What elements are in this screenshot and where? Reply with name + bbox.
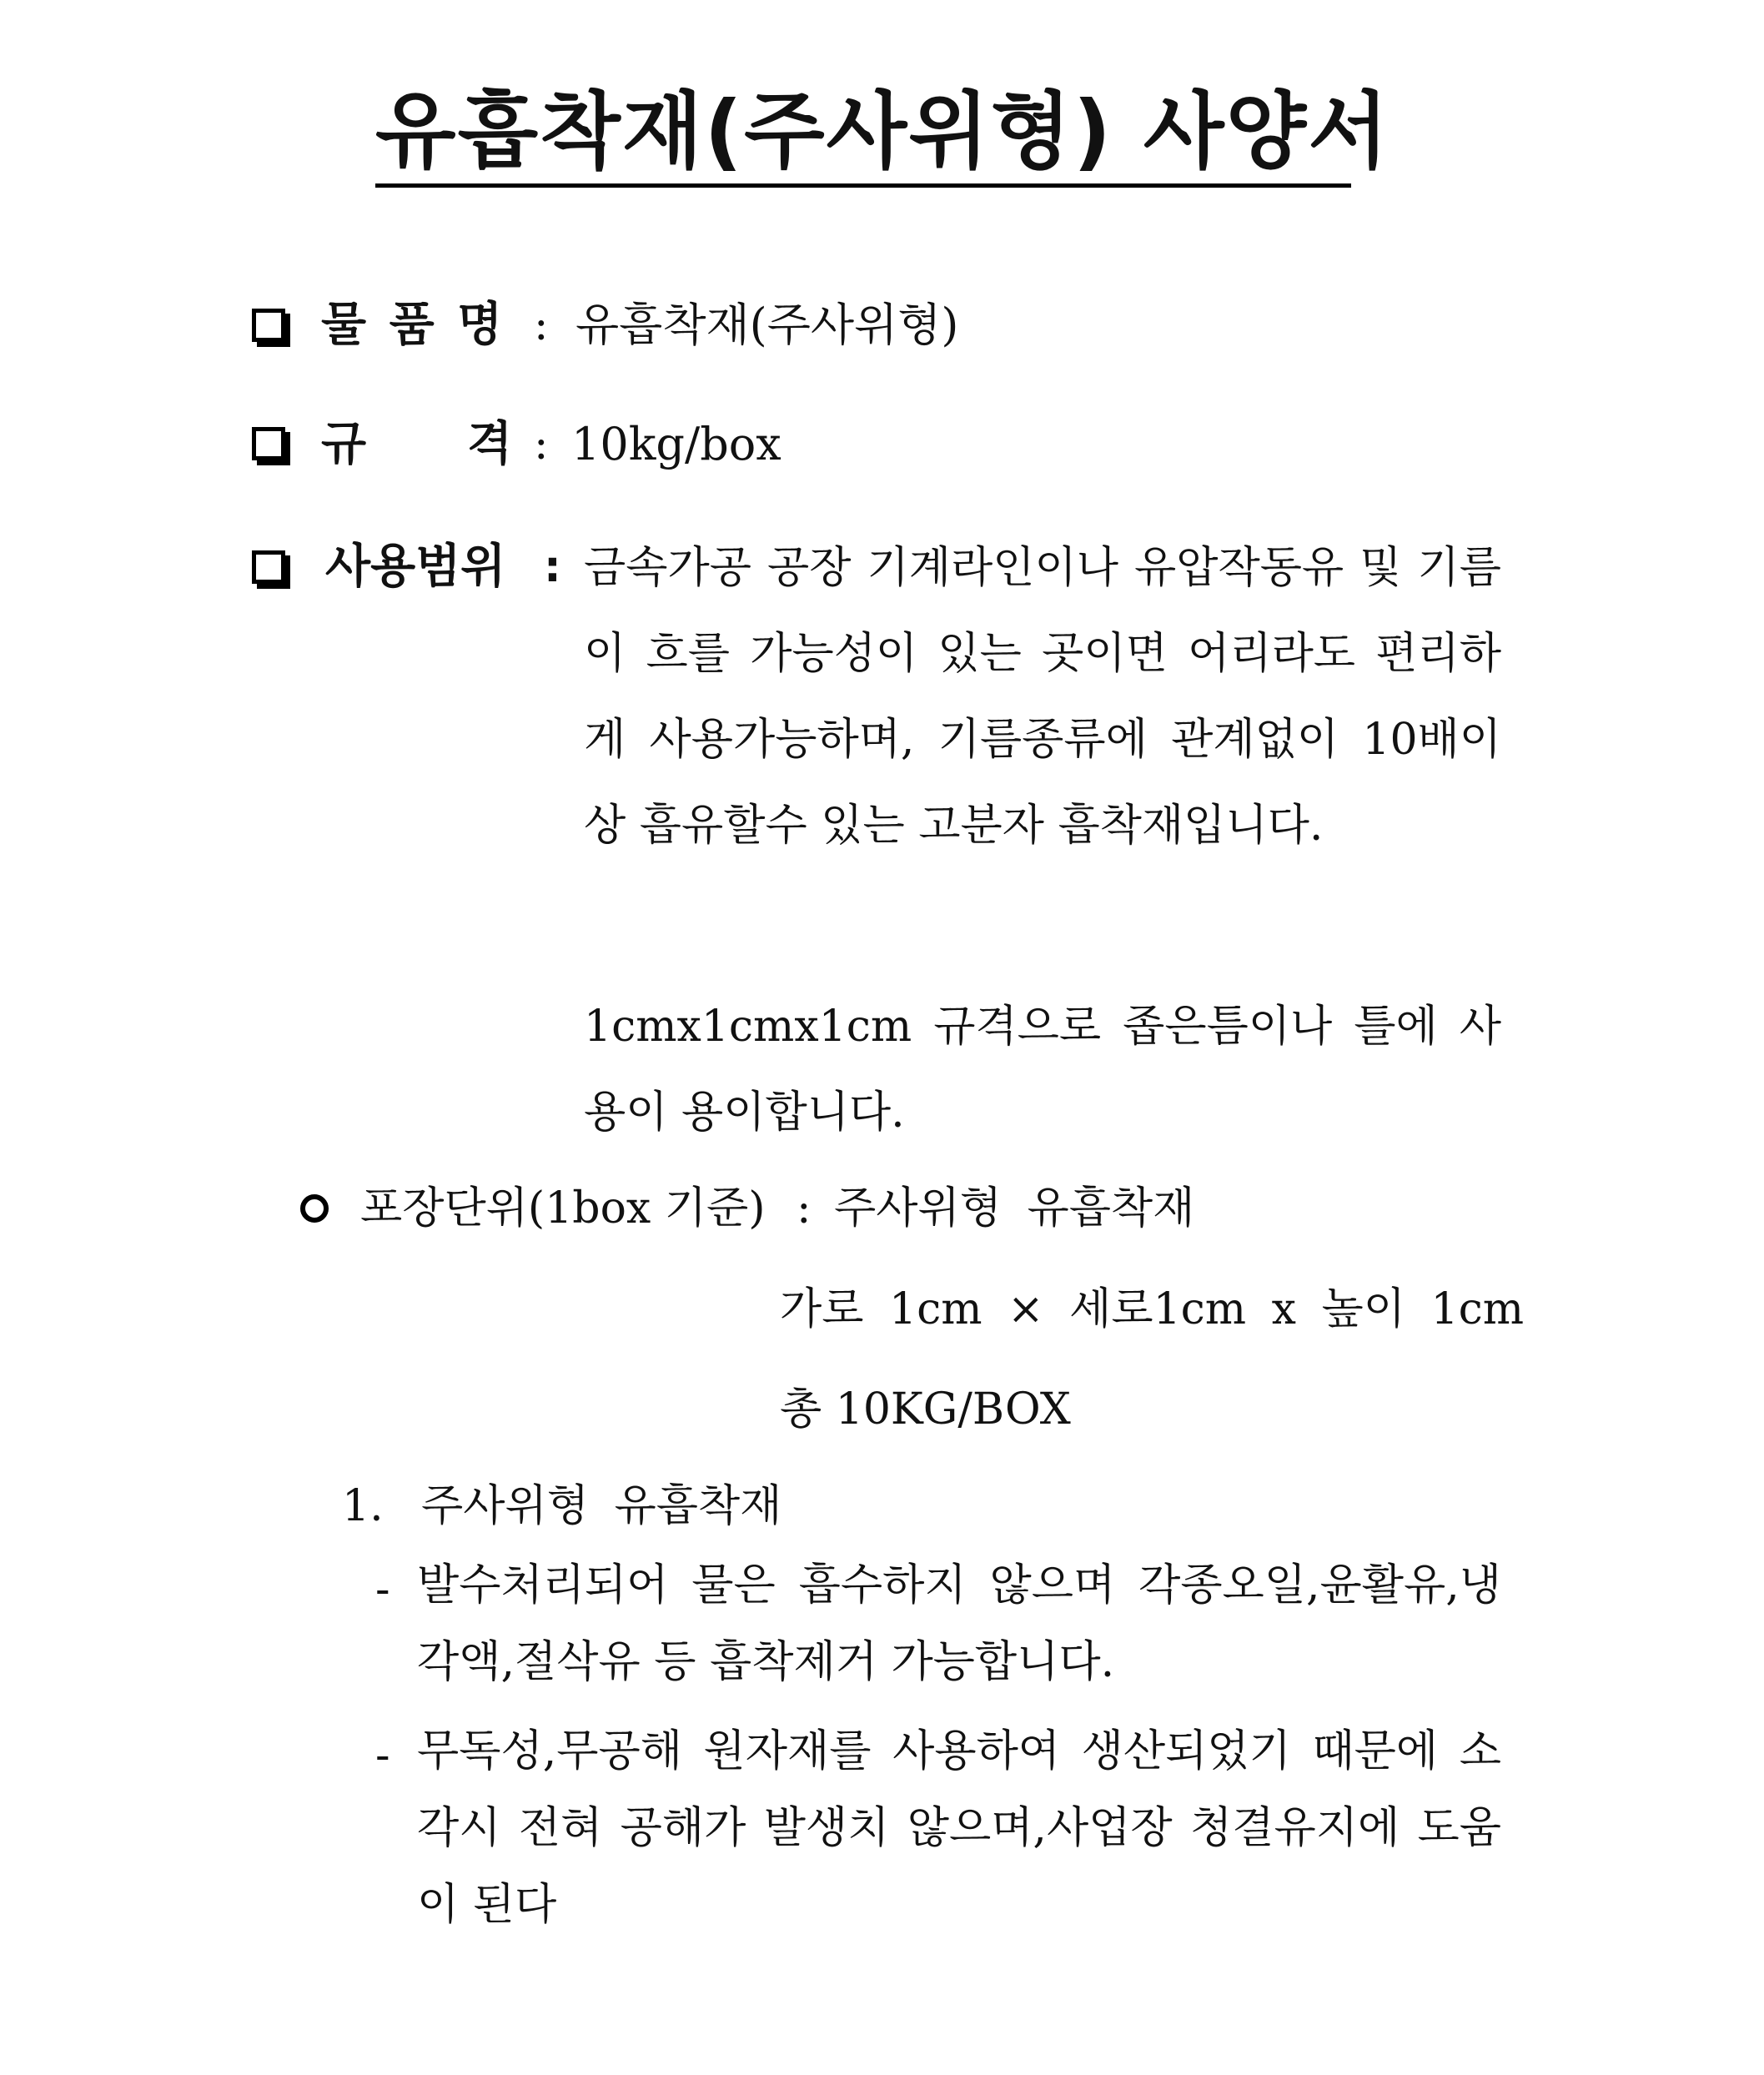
field-label-spec-1: 규 (321, 417, 367, 471)
packaging-colon: : (797, 1183, 812, 1233)
field-label-usage: 사용범위 (325, 540, 506, 594)
field-colon: : (534, 300, 549, 350)
field-colon: : (534, 420, 549, 470)
usage-paragraph-1: 금속가공 공장 기계라인이나 유압작동유 및 기름이 흐를 가능성이 있는 곳이면 어리라도 편리하게 사용가능하며, 기름종류에 관계없이 10배이상 흡유할수 있는 고분자 흡착재입니다. (584, 543, 1501, 851)
checkbox-icon (252, 309, 285, 342)
field-value-spec: 10kg/box (571, 418, 781, 470)
packaging-label: 포장단위(1box 기준) (360, 1183, 766, 1233)
section-heading: 주사위형 유흡착재 (421, 1481, 782, 1531)
circle-bullet-icon (300, 1194, 329, 1223)
checkbox-icon (252, 427, 285, 460)
document-title: 유흡착재(주사위형) 사양서 (375, 83, 1390, 180)
title-underline (375, 82, 1390, 188)
field-label-product-name: 물 품 명 (321, 298, 506, 352)
usage-paragraph-2: 1cmx1cmx1cm 규격으로 좁은틈이나 틀에 사용이 용이합니다. (584, 1002, 1501, 1138)
field-colon: : (544, 542, 561, 592)
section-number: 1. (342, 1481, 384, 1531)
section-bullet-1: 발수처리되어 물은 흡수하지 않으며 각종오일,윤활유,냉각액,절삭유 등 흡착제거 가능합니다. (417, 1560, 1501, 1687)
packaging-line-3: 총 10KG/BOX (780, 1384, 1071, 1434)
field-label-spec-2: 격 (467, 417, 513, 471)
checkbox-icon (252, 550, 285, 584)
packaging-line-1: 주사위형 유흡착재 (834, 1183, 1195, 1233)
field-value-product-name: 유흡착재(주사위형) (575, 299, 959, 351)
section-bullet-2: 무독성,무공해 원자재를 사용하여 생산되었기 때문에 소각시 전혀 공해가 발생치 않으며,사업장 청결유지에 도움이 된다 (417, 1726, 1501, 1930)
packaging-line-2: 가로 1cm × 세로1cm x 높이 1cm (780, 1284, 1525, 1334)
bullet-dash: - (375, 1731, 390, 1781)
bullet-dash: - (375, 1565, 390, 1615)
